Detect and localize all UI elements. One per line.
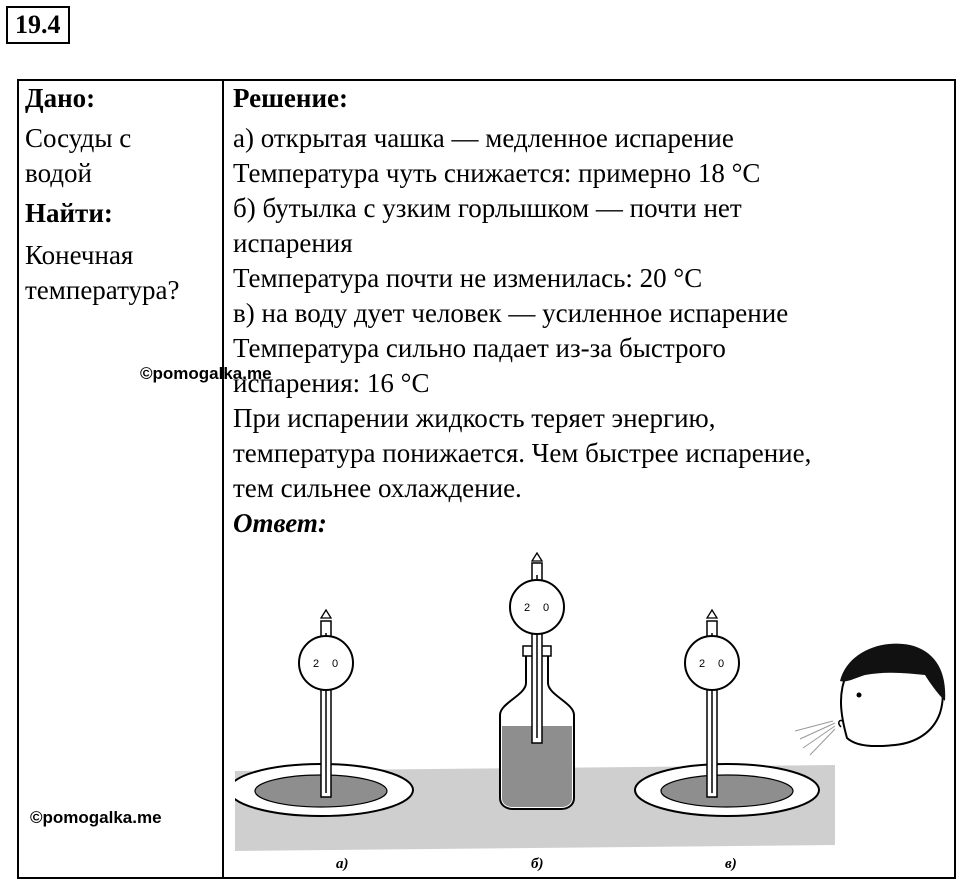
task-number: 19.4 bbox=[6, 6, 70, 44]
solution-line: а) открытая чашка — медленное испарение bbox=[233, 123, 734, 153]
solution-line: Температура чуть снижается: примерно 18 °С bbox=[233, 158, 761, 188]
thermometer-dial-a bbox=[299, 636, 353, 690]
solution-line: температура понижается. Чем быстрее испарение, bbox=[233, 438, 812, 468]
find-line: температура? bbox=[25, 275, 180, 305]
scale-digit: 0 bbox=[543, 602, 550, 614]
solution-heading: Решение: bbox=[233, 83, 348, 113]
watermark: ©pomogalka.me bbox=[140, 364, 272, 383]
caption-c: в) bbox=[725, 856, 737, 872]
given-line: Сосуды с bbox=[25, 123, 132, 153]
solution-column bbox=[233, 81, 948, 541]
find-line: Конечная bbox=[25, 240, 134, 270]
evaporation-figure bbox=[235, 543, 947, 875]
solution-body bbox=[233, 121, 948, 506]
child-head bbox=[839, 644, 945, 746]
scale-digit: 2 bbox=[524, 602, 531, 614]
scale-digit: 0 bbox=[718, 658, 725, 670]
solution-line: в) на воду дует человек — усиленное испарение bbox=[233, 298, 789, 328]
solution-line: б) бутылка с узким горлышком — почти нет bbox=[233, 193, 742, 223]
scale-digit: 0 bbox=[332, 658, 339, 670]
solution-line: При испарении жидкость теряет энергию, bbox=[233, 403, 716, 433]
find-text bbox=[25, 238, 220, 308]
solution-line: Температура сильно падает из-за быстрого bbox=[233, 333, 726, 363]
watermark: ©pomogalka.me bbox=[30, 808, 162, 827]
solution-line: испарения bbox=[233, 228, 353, 258]
thermometer-dial-c bbox=[685, 636, 739, 690]
scale-digit: 2 bbox=[313, 658, 320, 670]
given-heading: Дано: bbox=[25, 83, 96, 113]
column-divider bbox=[222, 79, 224, 879]
answer-heading: Ответ: bbox=[233, 508, 327, 538]
solution-line: тем сильнее охлаждение. bbox=[233, 473, 522, 503]
caption-b: б) bbox=[531, 856, 544, 872]
given-column bbox=[25, 81, 220, 308]
air-stream bbox=[795, 721, 835, 755]
water-c bbox=[661, 775, 793, 807]
solution-line: Температура почти не изменилась: 20 °С bbox=[233, 263, 703, 293]
scale-digit: 2 bbox=[699, 658, 706, 670]
given-text bbox=[25, 121, 220, 191]
given-line: водой bbox=[25, 158, 92, 188]
find-heading: Найти: bbox=[25, 198, 113, 228]
solution-line: испарения: 16 °С bbox=[233, 368, 430, 398]
thermometer-dial-b bbox=[510, 580, 564, 634]
caption-a: а) bbox=[336, 856, 349, 872]
